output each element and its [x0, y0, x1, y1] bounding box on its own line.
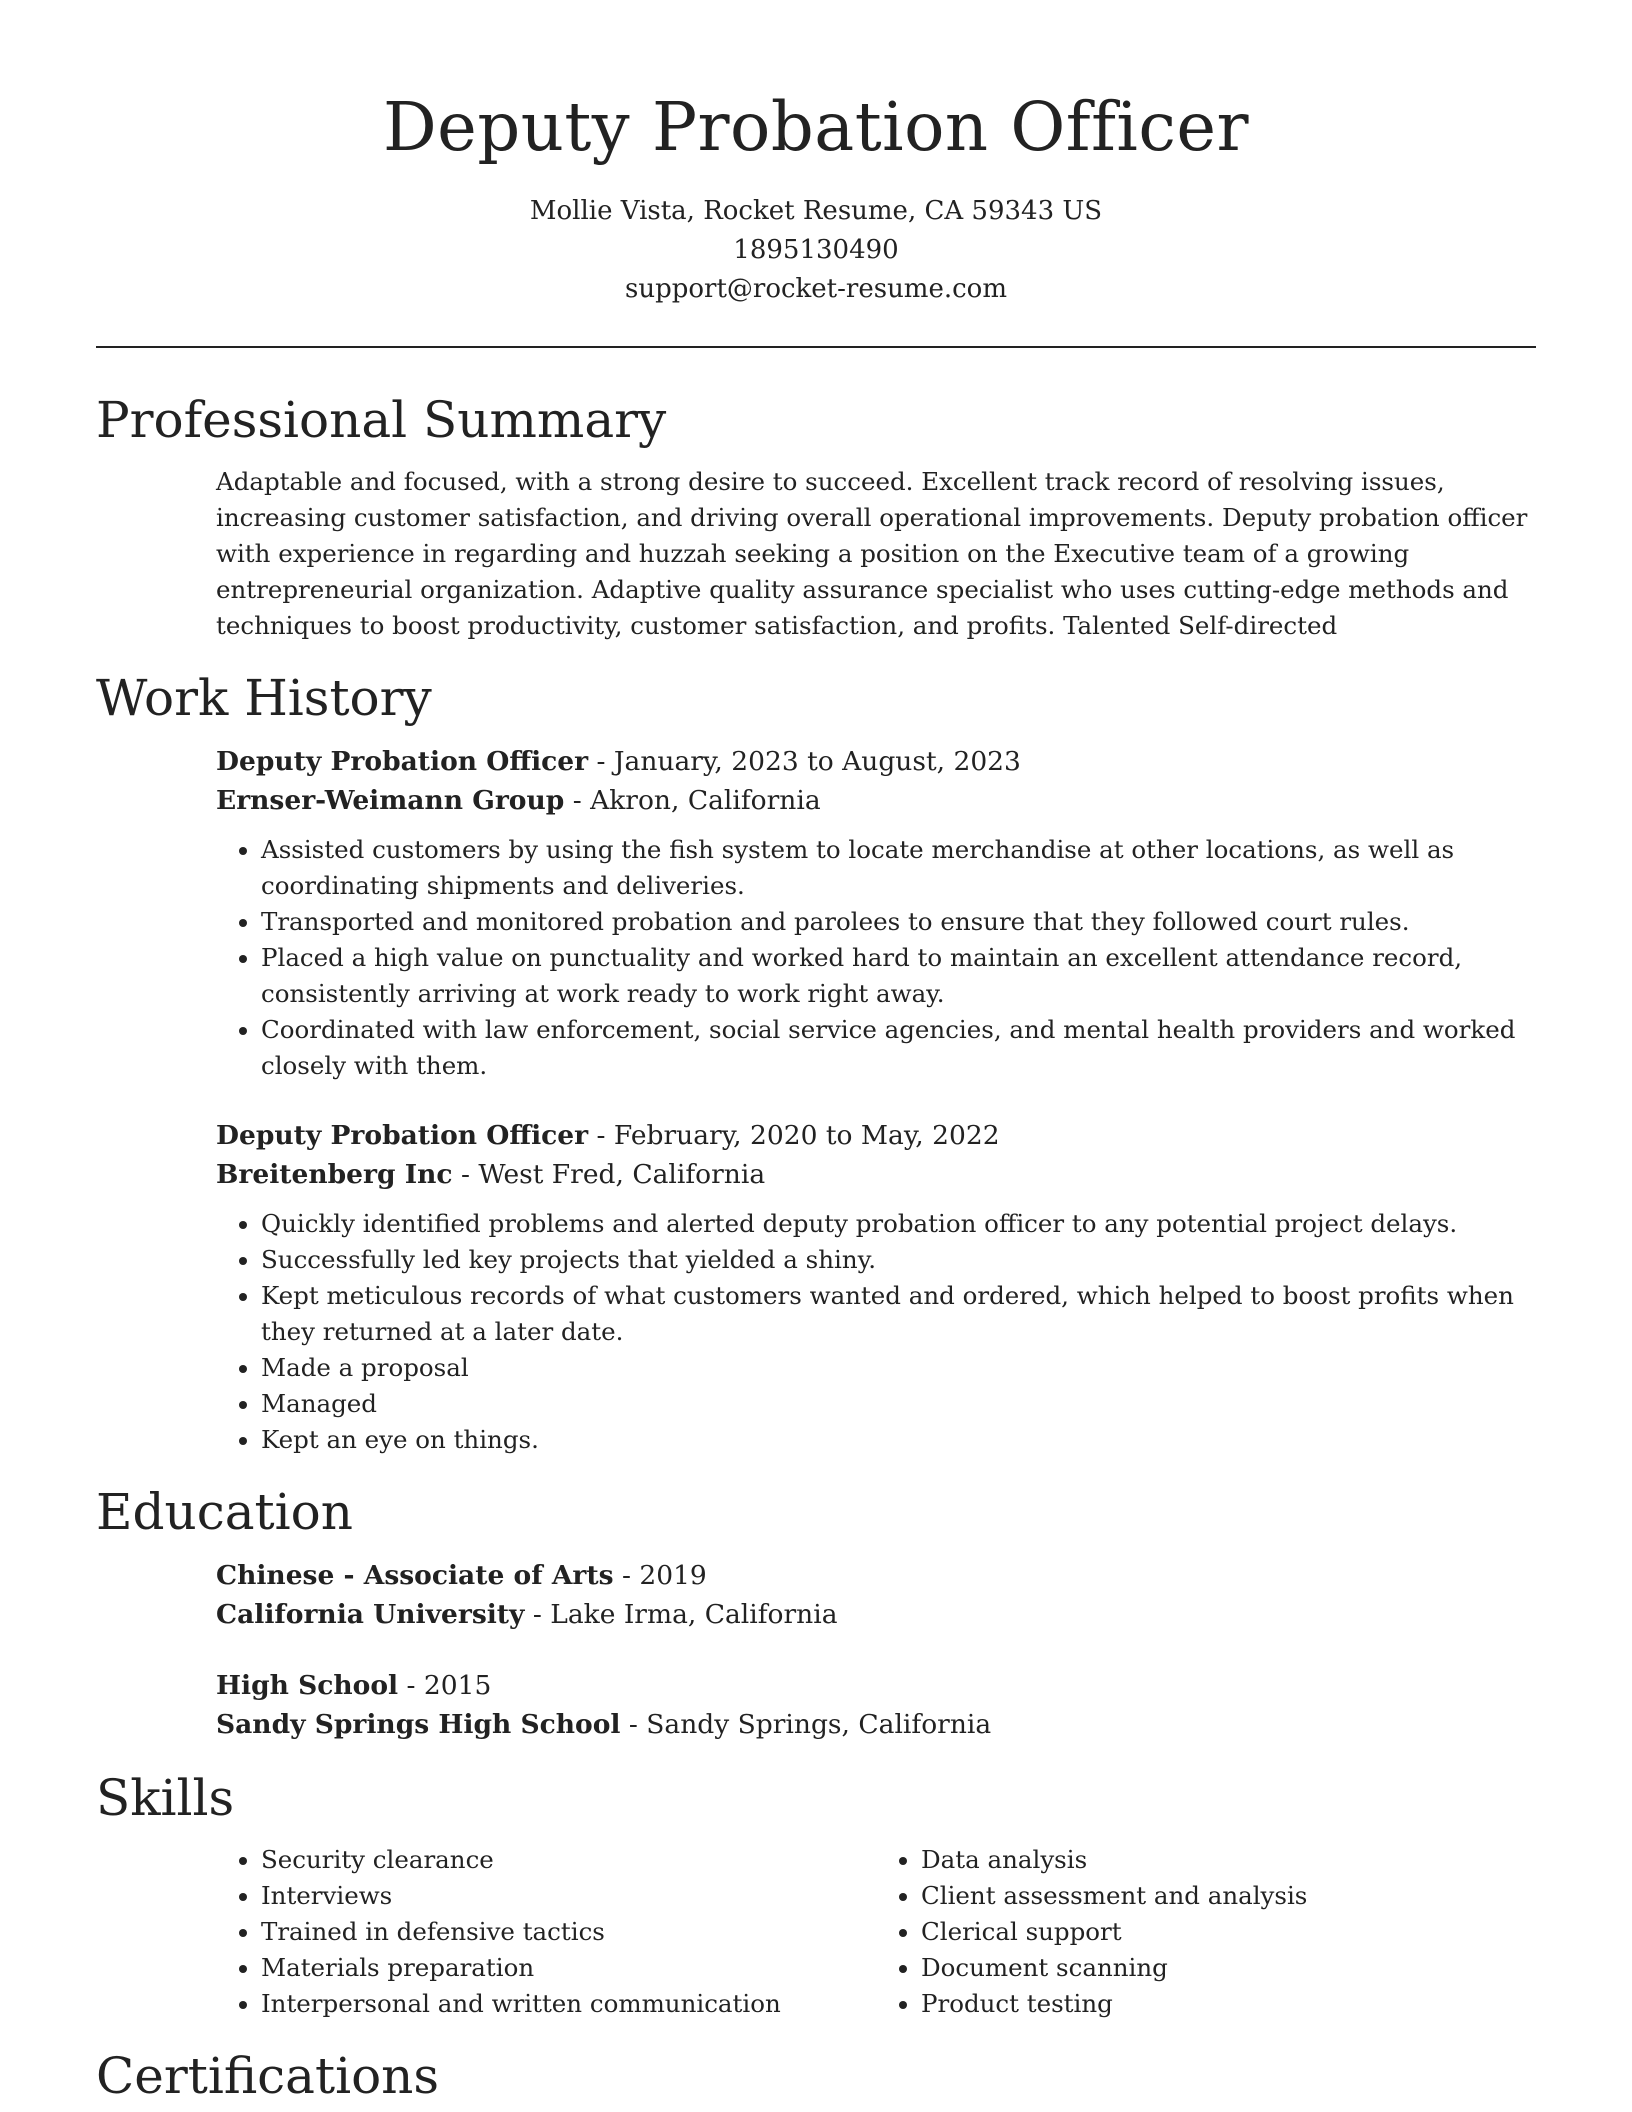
- contact-email: support@rocket-resume.com: [624, 274, 1007, 304]
- job-company: Ernser-Weimann Group: [216, 785, 565, 816]
- education-degree: Chinese - Associate of Arts: [216, 1560, 614, 1591]
- job-company-line: [216, 781, 1536, 820]
- education-location: - Lake Irma, California: [524, 1599, 838, 1630]
- skills-list-left: [216, 1842, 876, 2022]
- job-bullets: [216, 832, 1536, 1084]
- education-school: California University: [216, 1599, 525, 1630]
- job-bullet: • Placed a high value on punctuality and worked hard to maintain an excellent attendance record, consistently arriving at work ready to work right away.: [261, 940, 1536, 1012]
- section-title-summary: Professional Summary: [96, 391, 667, 449]
- section-title-work-history: Work History: [96, 669, 432, 727]
- summary-text: Adaptable and focused, with a strong desire to succeed. Excellent track record of resolving issues, increasing customer satisfaction, and driving overall operational improvements. Deputy probation officer with experience in regarding and huzzah seeking a position on the Executive team of a growing entrepreneurial organization. Adaptive quality assurance specialist who uses cutting-edge methods and techniques to boost productivity, customer satisfaction, and profits. Talented Self-directed: [216, 467, 1528, 640]
- skill-item: • Materials preparation: [261, 1950, 876, 1986]
- section-title-skills: Skills: [96, 1769, 235, 1827]
- skill-item: • Document scanning: [921, 1950, 1536, 1986]
- work-history-body: [216, 742, 1536, 1458]
- contact-block: [96, 192, 1536, 309]
- job-company-line: [216, 1155, 1536, 1194]
- section-title-certifications: Certifications: [96, 2047, 440, 2105]
- job-company: Breitenberg Inc: [216, 1159, 453, 1190]
- job-entry: [216, 1116, 1536, 1458]
- job-dates: - January, 2023 to August, 2023: [588, 746, 1021, 777]
- resume-title: Deputy Probation Officer: [382, 88, 1250, 166]
- job-bullet: • Kept meticulous records of what customers wanted and ordered, which helped to boost profits when they returned at a later date.: [261, 1278, 1536, 1350]
- job-title: Deputy Probation Officer: [216, 746, 589, 777]
- skill-item: • Data analysis: [921, 1842, 1536, 1878]
- education-entry: [216, 1666, 1536, 1744]
- education-degree: High School: [216, 1670, 399, 1701]
- job-bullet: • Coordinated with law enforcement, social service agencies, and mental health providers and worked closely with them.: [261, 1012, 1536, 1084]
- education-school-line: [216, 1705, 1536, 1744]
- job-bullet: • Made a proposal: [261, 1350, 1536, 1386]
- job-title-line: [216, 742, 1536, 781]
- skill-item: • Interpersonal and written communication: [261, 1986, 876, 2022]
- education-school: Sandy Springs High School: [216, 1709, 621, 1740]
- education-location: - Sandy Springs, California: [620, 1709, 992, 1740]
- job-title-line: [216, 1116, 1536, 1155]
- job-title: Deputy Probation Officer: [216, 1120, 589, 1151]
- skills-columns: [216, 1842, 1536, 2022]
- education-year: - 2019: [613, 1560, 707, 1591]
- skill-item: • Client assessment and analysis: [921, 1878, 1536, 1914]
- job-bullet: • Kept an eye on things.: [261, 1422, 1536, 1458]
- section-title-education: Education: [96, 1483, 353, 1541]
- education-degree-line: [216, 1666, 1536, 1705]
- summary-body: [216, 464, 1536, 644]
- job-bullet: • Transported and monitored probation and parolees to ensure that they followed court rules.: [261, 904, 1536, 940]
- skill-item: • Security clearance: [261, 1842, 876, 1878]
- job-bullet: • Managed: [261, 1386, 1536, 1422]
- skills-body: [216, 1842, 1536, 2022]
- job-entry: [216, 742, 1536, 1084]
- skill-item: • Trained in defensive tactics: [261, 1914, 876, 1950]
- contact-phone: 1895130490: [733, 235, 899, 265]
- education-entry: [216, 1556, 1536, 1634]
- job-bullets: [216, 1206, 1536, 1458]
- skill-item: • Clerical support: [921, 1914, 1536, 1950]
- job-location: - Akron, California: [564, 785, 821, 816]
- education-degree-line: [216, 1556, 1536, 1595]
- job-bullet: • Quickly identified problems and alerted deputy probation officer to any potential project delays.: [261, 1206, 1536, 1242]
- resume-header: [96, 0, 1536, 309]
- job-location: - West Fred, California: [452, 1159, 766, 1190]
- skill-item: • Product testing: [921, 1986, 1536, 2022]
- education-year: - 2015: [398, 1670, 492, 1701]
- education-body: [216, 1556, 1536, 1744]
- job-bullet: • Assisted customers by using the fish system to locate merchandise at other locations, as well as coordinating shipments and deliveries.: [261, 832, 1536, 904]
- job-dates: - February, 2020 to May, 2022: [588, 1120, 1000, 1151]
- education-school-line: [216, 1595, 1536, 1634]
- job-bullet: • Successfully led key projects that yielded a shiny.: [261, 1242, 1536, 1278]
- header-divider: [96, 346, 1536, 348]
- resume-page: [96, 0, 1536, 2108]
- contact-address: Mollie Vista, Rocket Resume, CA 59343 US: [529, 196, 1103, 226]
- skills-list-right: [876, 1842, 1536, 2022]
- skill-item: • Interviews: [261, 1878, 876, 1914]
